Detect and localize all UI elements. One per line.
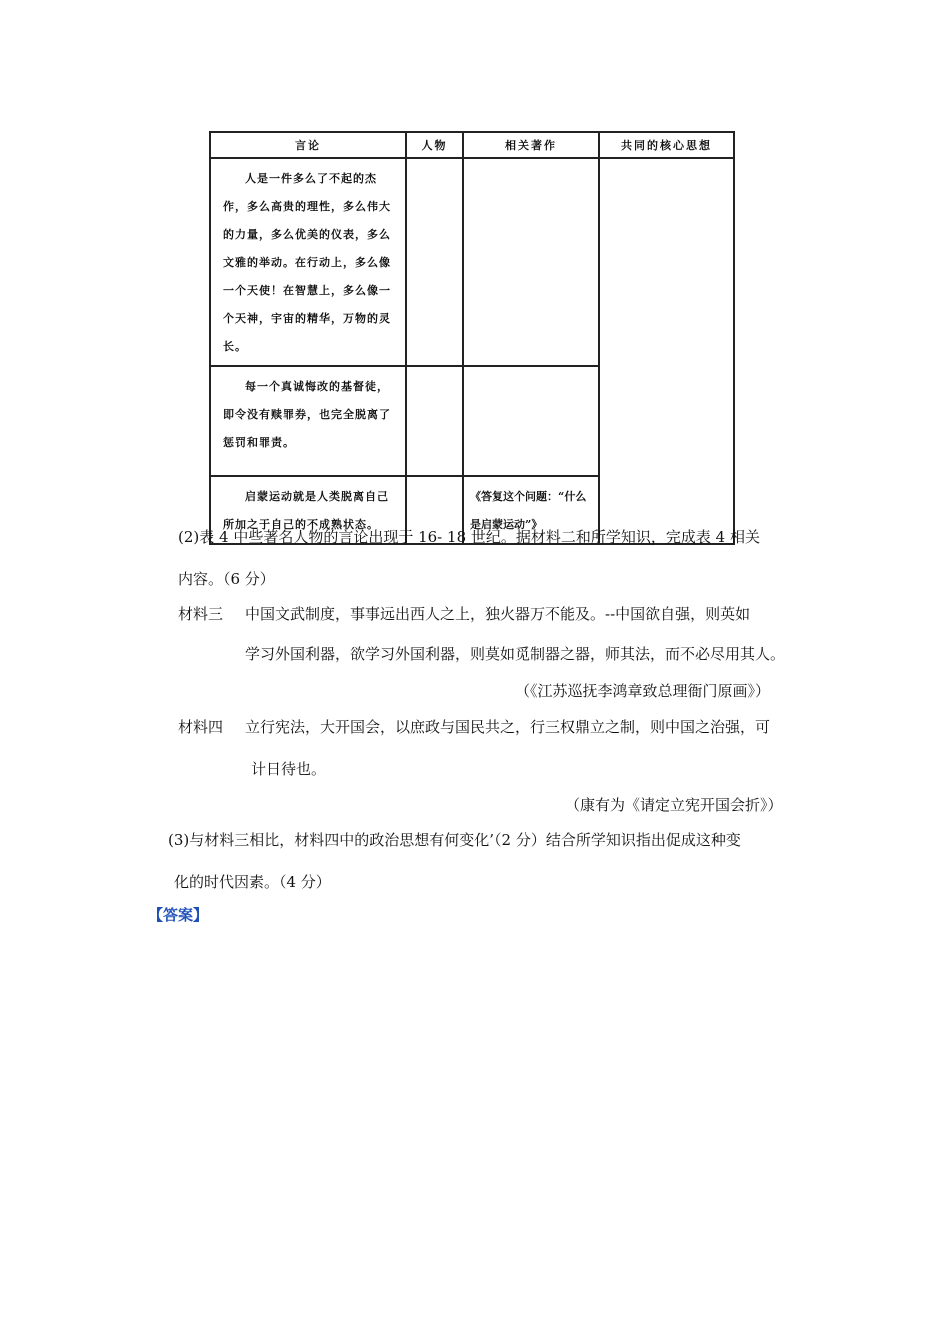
figure-cell	[406, 366, 463, 476]
header-work: 相关著作	[463, 132, 599, 158]
table-row	[210, 158, 734, 366]
material-4-line-1: 立行宪法，大开国会，以庶政与国民共之，行三权鼎立之制，则中国之治强，可	[245, 718, 771, 736]
answer-label: 【答案】	[148, 906, 209, 924]
question-2-line-2: 内容。（6 分）	[178, 570, 275, 588]
header-core-idea: 共同的核心思想	[599, 132, 734, 158]
material-4-line-2: 计日待也。	[251, 760, 327, 778]
material-3-label: 材料三	[178, 605, 224, 623]
core-idea-cell	[599, 158, 734, 544]
work-cell	[463, 366, 599, 476]
question-3-line-1: (3)与材料三相比，材料四中的政治思想有何变化’（2 分）结合所学知识指出促成这种变	[168, 831, 741, 849]
table-4	[209, 131, 735, 545]
header-figure: 人物	[406, 132, 463, 158]
question-2-line-1: (2)表 4 中些著名人物的言论出现于 16- 18 世纪。据材料二和所学知识，完成表 4 相关	[178, 528, 760, 546]
quote-cell: 启蒙运动就是人类脱离自己所加之于自己的不成熟状态。	[210, 476, 406, 544]
work-cell: 《答复这个问题：“什么是启蒙运动”》	[463, 476, 599, 544]
quote-cell: 每一个真诚悔改的基督徒，即令没有赎罪券，也完全脱离了惩罚和罪责。	[210, 366, 406, 476]
header-quote: 言论	[210, 132, 406, 158]
material-3-source: （《江苏巡抚李鸿章致总理衙门原画》）	[515, 682, 771, 700]
material-3-line-1: 中国文武制度，事事远出西人之上，独火器万不能及。--中国欲自强，则英如	[245, 605, 751, 623]
material-3-line-2: 学习外国利器，欲学习外国利器，则莫如觅制器之器，师其法，而不必尽用其人。	[245, 645, 786, 663]
quote-cell: 人是一件多么了不起的杰作，多么高贵的理性，多么伟大的力量，多么优美的仪表，多么文雅的举动。在行动上，多么像一个天使！在智慧上，多么像一个天神，宇宙的精华，万物的灵长。	[210, 158, 406, 366]
material-4-label: 材料四	[178, 718, 224, 736]
work-cell	[463, 158, 599, 366]
figure-cell	[406, 158, 463, 366]
table-header-row	[210, 132, 734, 158]
question-3-line-2: 化的时代因素。（4 分）	[174, 873, 331, 891]
material-4-source: （康有为《请定立宪开国会折》）	[565, 796, 783, 814]
